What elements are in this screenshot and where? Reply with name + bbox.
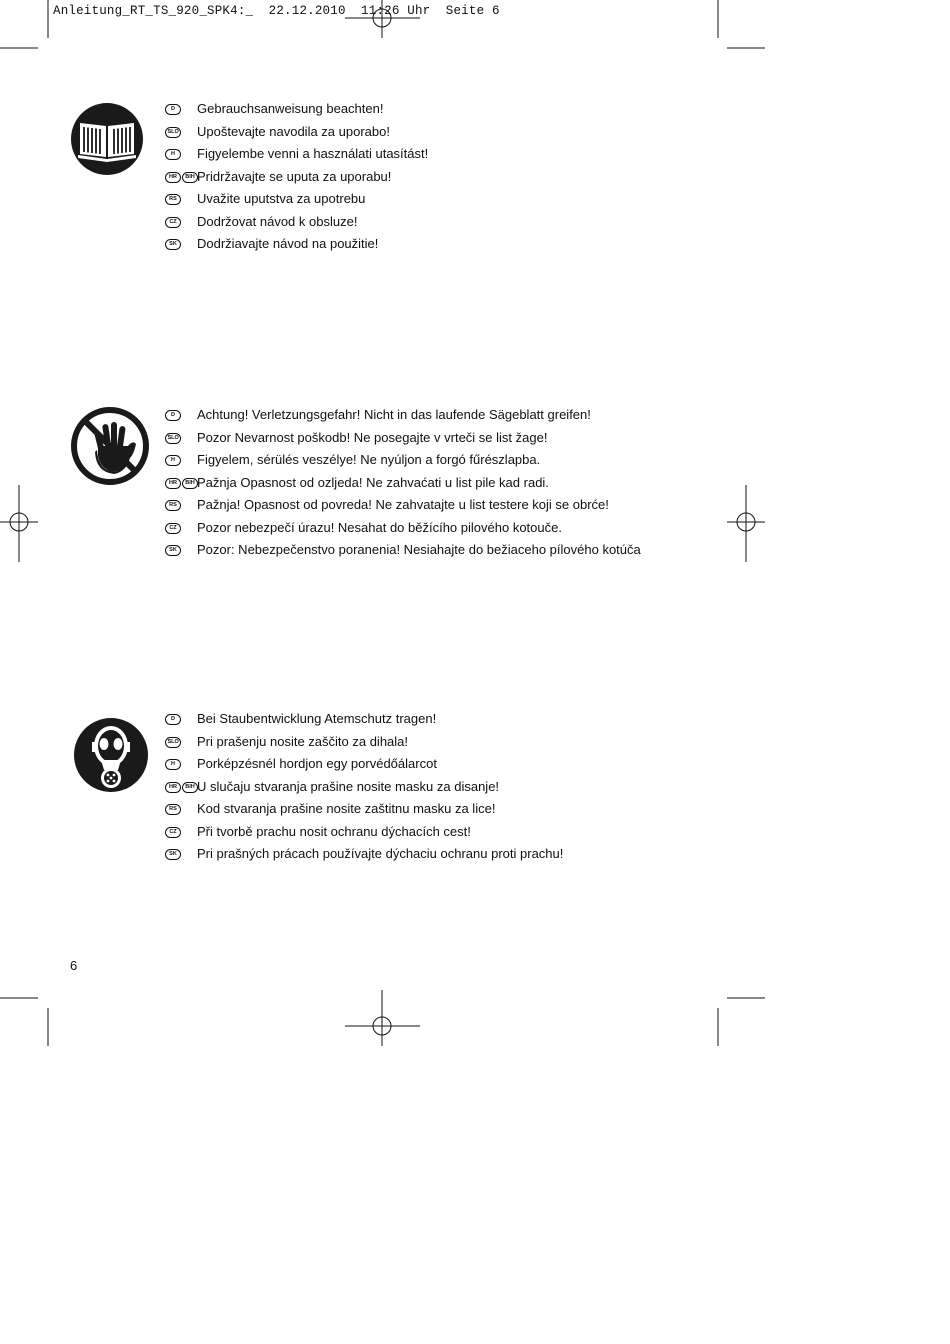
- language-badge: SK: [165, 849, 181, 860]
- instruction-text: Figyelem, sérülés veszélye! Ne nyúljon a forgó fűrészlapba.: [197, 452, 541, 467]
- language-badge: SLO: [165, 127, 181, 138]
- instruction-text: Pri prašenju nosite zaščito za dihala!: [197, 733, 409, 749]
- language-badge: H: [165, 455, 181, 466]
- instruction-text: Dodržovat návod k obsluze!: [197, 213, 358, 229]
- instruction-text: Pridržavajte se uputa za uporabu!: [197, 168, 392, 184]
- language-badge: D: [165, 410, 181, 421]
- instruction-text: Upoštevajte navodila za uporabo!: [197, 123, 390, 139]
- instruction-text: Gebrauchsanweisung beachten!: [197, 101, 384, 116]
- language-badge: D: [165, 714, 181, 725]
- instruction-text: Pozor Nevarnost poškodb! Ne posegajte v vrteči se list žage!: [197, 429, 548, 445]
- instruction-text: Figyelembe venni a használati utasítást!: [197, 146, 429, 161]
- instruction-text: Bei Staubentwicklung Atemschutz tragen!: [197, 711, 437, 726]
- instruction-text: Kod stvaranja prašine nosite zaštitnu masku za lice!: [197, 801, 496, 816]
- language-badge: BIH: [182, 782, 198, 793]
- page-number: 6: [70, 958, 78, 973]
- language-badge: D: [165, 104, 181, 115]
- language-badge: CZ: [165, 523, 181, 534]
- print-slug: Anleitung_RT_TS_920_SPK4:_ 22.12.2010 11:26 Uhr Seite 6: [53, 4, 500, 18]
- instruction-text: Porképzésnél hordjon egy porvédőálarcot: [197, 756, 437, 771]
- language-badge: SLO: [165, 433, 181, 444]
- language-badge: H: [165, 149, 181, 160]
- language-badge: SK: [165, 545, 181, 556]
- respirator-mask-icon: [72, 716, 150, 794]
- language-badge: HR: [165, 478, 181, 489]
- no-hand-icon: [70, 406, 150, 486]
- read-manual-icon: [70, 102, 144, 176]
- instruction-text: Pažnja Opasnost od ozljeda! Ne zahvaćati u list pile kad radi.: [197, 474, 549, 490]
- language-badge: BIH: [182, 478, 198, 489]
- language-badge: RS: [165, 500, 181, 511]
- language-badge: H: [165, 759, 181, 770]
- language-badge: HR: [165, 782, 181, 793]
- instruction-text: Achtung! Verletzungsgefahr! Nicht in das laufende Sägeblatt greifen!: [197, 407, 591, 422]
- instruction-text: Dodržiavajte návod na použitie!: [197, 236, 379, 251]
- language-badge: HR: [165, 172, 181, 183]
- language-badge: RS: [165, 194, 181, 205]
- instruction-text: Uvažite uputstva za upotrebu: [197, 191, 366, 206]
- language-badge: CZ: [165, 217, 181, 228]
- instruction-text: Pozor: Nebezpečenstvo poranenia! Nesiahajte do bežiaceho pílového kotúča: [197, 542, 641, 557]
- language-badge: RS: [165, 804, 181, 815]
- language-badge: SLO: [165, 737, 181, 748]
- instruction-text: U slučaju stvaranja prašine nosite masku za disanje!: [197, 778, 500, 794]
- instruction-text: Při tvorbě prachu nosit ochranu dýchacích cest!: [197, 823, 471, 839]
- language-badge: SK: [165, 239, 181, 250]
- language-badge: CZ: [165, 827, 181, 838]
- instruction-text: Pri prašných prácach používajte dýchaciu ochranu proti prachu!: [197, 846, 564, 861]
- language-badge: BIH: [182, 172, 198, 183]
- instruction-text: Pažnja! Opasnost od povreda! Ne zahvatajte u list testere koji se obrće!: [197, 497, 609, 512]
- instruction-text: Pozor nebezpečí úrazu! Nesahat do běžícího pilového kotouče.: [197, 519, 562, 535]
